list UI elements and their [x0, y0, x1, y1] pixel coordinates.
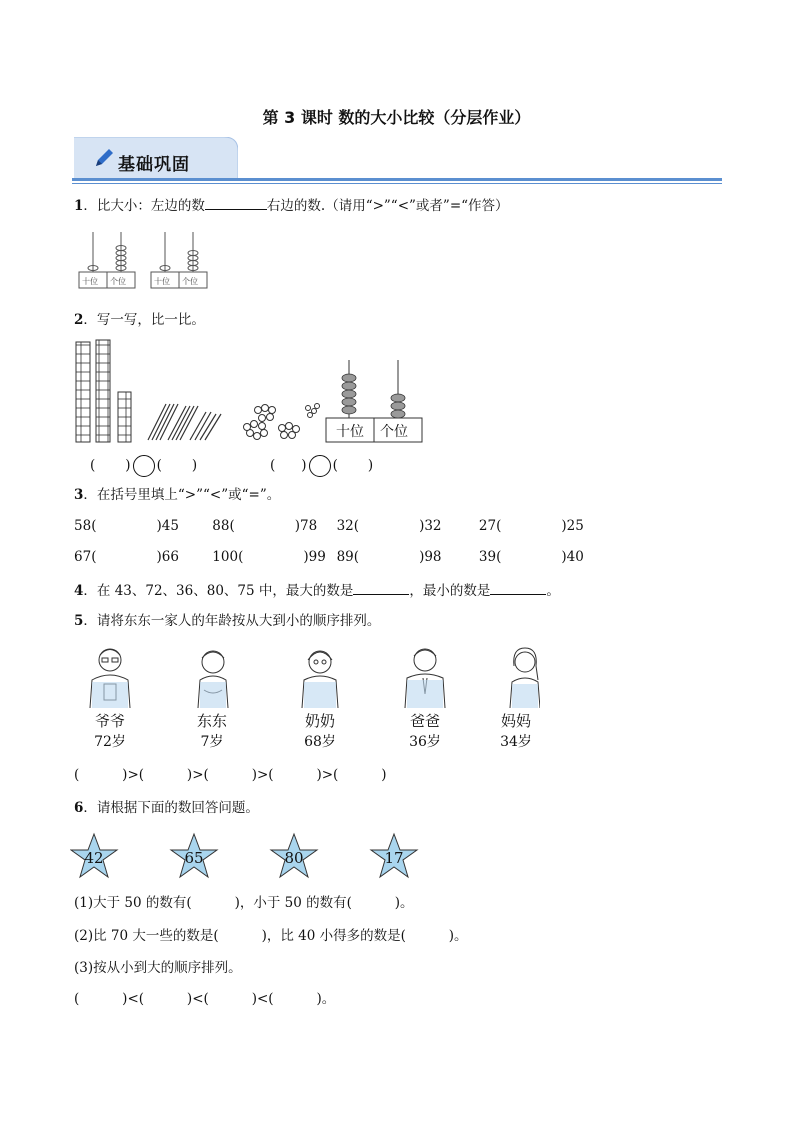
star-label: 65: [184, 849, 204, 867]
compare-circle[interactable]: [309, 455, 331, 477]
question-2: 2．写一写，比一比。: [74, 312, 205, 328]
question-6: 6．请根据下面的数回答问题。: [74, 800, 259, 816]
person-age: 7岁: [200, 734, 224, 750]
question-5: 5．请将东东一家人的年龄按从大到小的顺序排列。: [74, 613, 381, 629]
q3-row-2: 67( )66 100( )99 89( )98 39( )40: [74, 549, 584, 565]
svg-text:十位: 十位: [82, 277, 98, 286]
q6-order-line[interactable]: ( )<( )<( )<( )。: [74, 991, 336, 1007]
question-3: 3．在括号里填上“>”“<”或“=”。: [74, 487, 281, 503]
q6-sub-2[interactable]: (2)比 70 大一些的数是( )，比 40 小得多的数是( )。: [74, 928, 468, 944]
answer-blank[interactable]: [490, 580, 546, 595]
number-stars: [70, 832, 430, 884]
person-age: 68岁: [304, 734, 336, 750]
answer-blank[interactable]: [205, 195, 267, 210]
person-age: 72岁: [94, 734, 126, 750]
answer-blank[interactable]: [353, 580, 409, 595]
question-1: 1．比大小：左边的数 右边的数.（请用“>”“<”或者”=“作答）: [74, 195, 509, 215]
compare-slot-2[interactable]: ( ) ( ): [270, 455, 373, 477]
svg-text:个位: 个位: [110, 277, 126, 286]
q6-sub-3: (3)按从小到大的顺序排列。: [74, 960, 242, 976]
svg-text:个位: 个位: [380, 424, 408, 440]
person-name: 奶奶: [304, 712, 335, 730]
person-name: 爸爸: [409, 712, 440, 730]
q6-sub-1[interactable]: (1)大于 50 的数有( )，小于 50 的数有( )。: [74, 895, 414, 911]
star-label: 17: [384, 849, 404, 867]
base-ten-blocks: [72, 336, 432, 448]
star-label: 42: [84, 849, 104, 867]
section-rule-thin: [72, 183, 722, 184]
q3-row-1: 58( )45 88( )78 32( )32 27( )25: [74, 518, 584, 534]
age-order-line[interactable]: ( )>( )>( )>( )>( ): [74, 767, 387, 783]
abacus-pair: [74, 226, 214, 292]
person-name: 妈妈: [500, 712, 531, 730]
person-name: 东东: [196, 712, 227, 730]
person-name: 爷爷: [94, 712, 125, 730]
page-title: 第 3 课时 数的大小比较（分层作业）: [262, 108, 531, 127]
section-rule: [72, 178, 722, 181]
family-figures: [80, 644, 540, 710]
compare-slot-1[interactable]: ( ) ( ): [90, 455, 197, 477]
star-label: 80: [284, 849, 304, 867]
svg-text:十位: 十位: [154, 277, 170, 286]
svg-text:十位: 十位: [336, 424, 364, 440]
section-banner-label: 基础巩固: [118, 155, 190, 175]
person-age: 36岁: [409, 734, 441, 750]
compare-circle[interactable]: [133, 455, 155, 477]
question-4: 4．在 43、72、36、80、75 中，最大的数是 ，最小的数是 。: [74, 580, 560, 600]
pencil-icon: [92, 146, 116, 170]
svg-text:个位: 个位: [182, 277, 198, 286]
person-age: 34岁: [500, 734, 532, 750]
